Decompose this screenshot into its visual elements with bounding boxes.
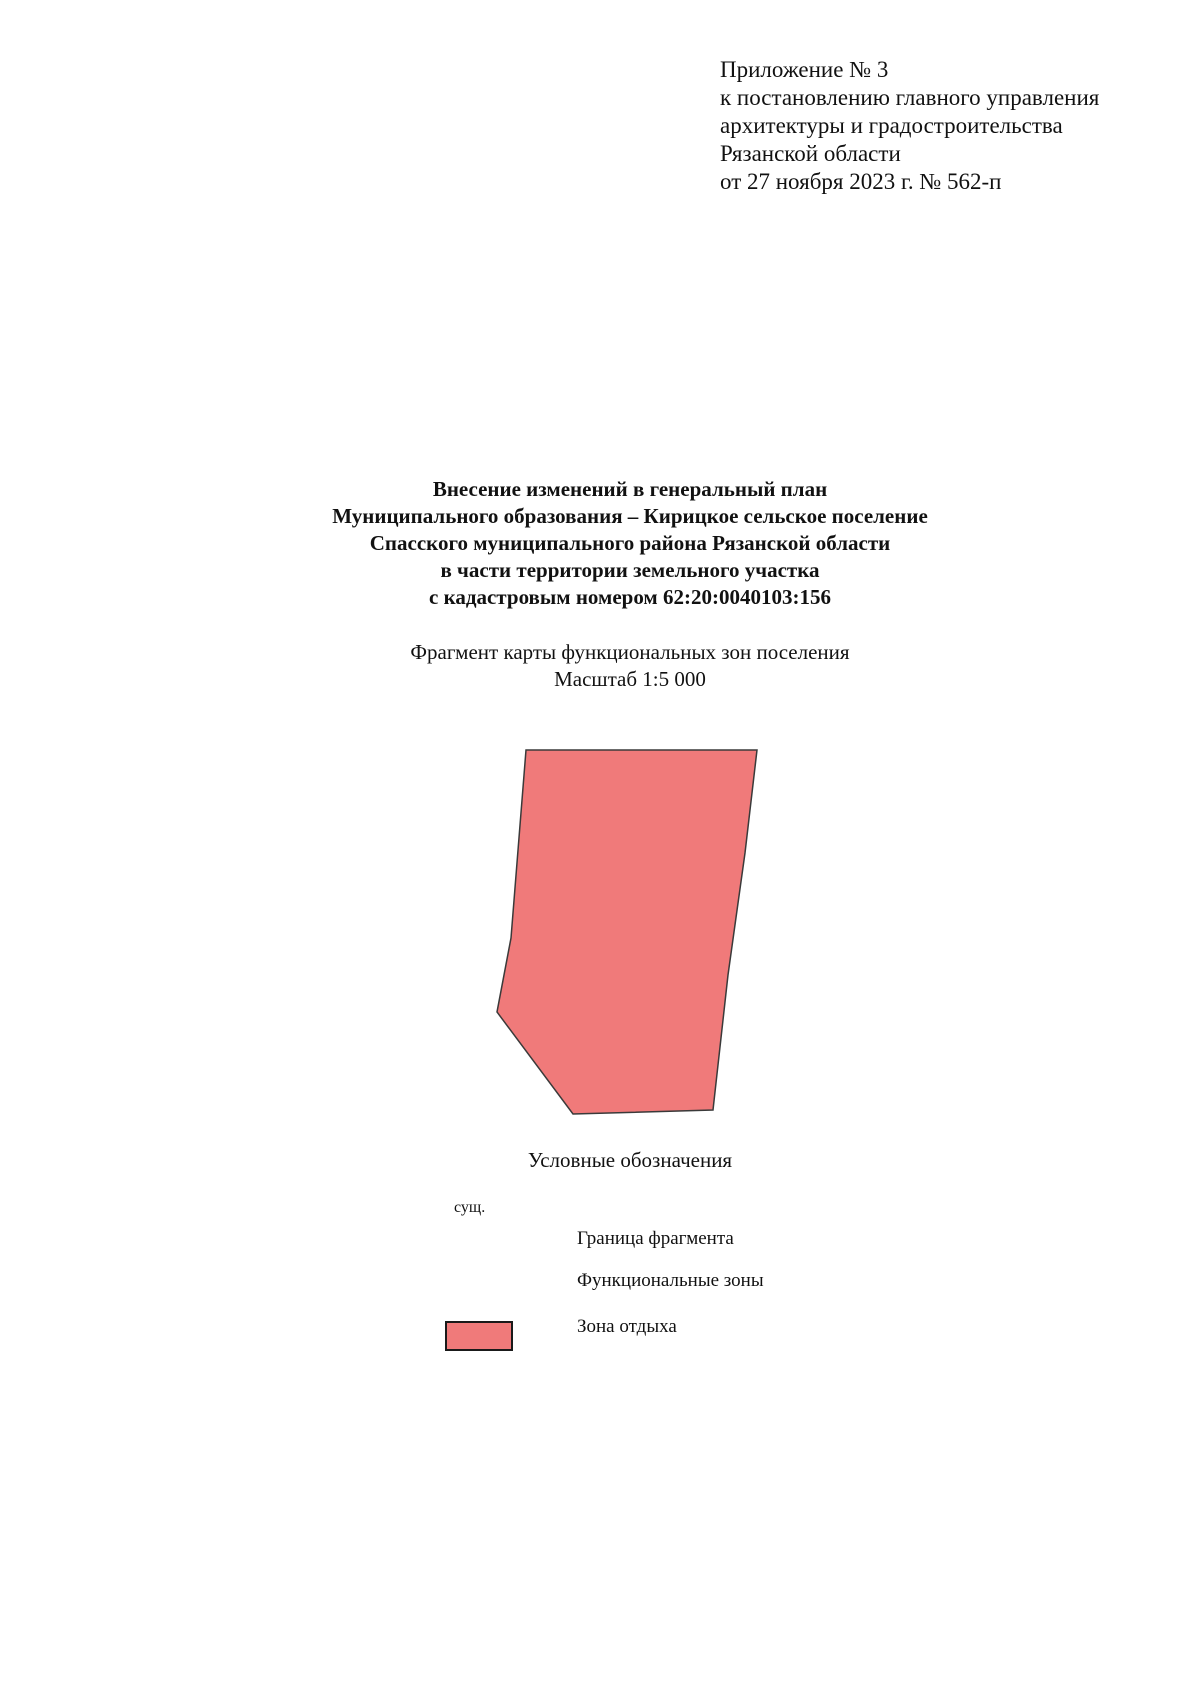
annex-line-region: Рязанской области bbox=[720, 141, 901, 166]
recreation-zone-polygon bbox=[497, 750, 757, 1114]
annex-line-number: Приложение № 3 bbox=[720, 57, 889, 82]
legend-recreation-swatch bbox=[445, 1321, 513, 1351]
annex-line-resolution: к постановлению главного управления bbox=[720, 85, 1100, 110]
title-line-3: Спасского муниципального района Рязанской области bbox=[369, 531, 891, 555]
legend-zones-label: Функциональные зоны bbox=[577, 1270, 764, 1291]
title-line-4: в части территории земельного участка bbox=[440, 558, 820, 582]
title-line-2: Муниципального образования – Кирицкое сельское поселение bbox=[332, 504, 928, 528]
legend-title: Условные обозначения bbox=[527, 1148, 733, 1172]
map-scale-label: Масштаб 1:5 000 bbox=[554, 667, 706, 691]
title-line-5: с кадастровым номером 62:20:0040103:156 bbox=[429, 585, 831, 609]
legend-abbr: сущ. bbox=[454, 1199, 486, 1216]
legend-boundary-label: Граница фрагмента bbox=[577, 1228, 734, 1249]
map-fragment-label: Фрагмент карты функциональных зон поселения bbox=[410, 640, 850, 664]
legend-recreation-label: Зона отдыха bbox=[577, 1316, 677, 1337]
title-line-1: Внесение изменений в генеральный план bbox=[432, 477, 828, 501]
annex-line-date: от 27 ноября 2023 г. № 562-п bbox=[720, 169, 1002, 194]
annex-line-department: архитектуры и градостроительства bbox=[720, 113, 1063, 138]
